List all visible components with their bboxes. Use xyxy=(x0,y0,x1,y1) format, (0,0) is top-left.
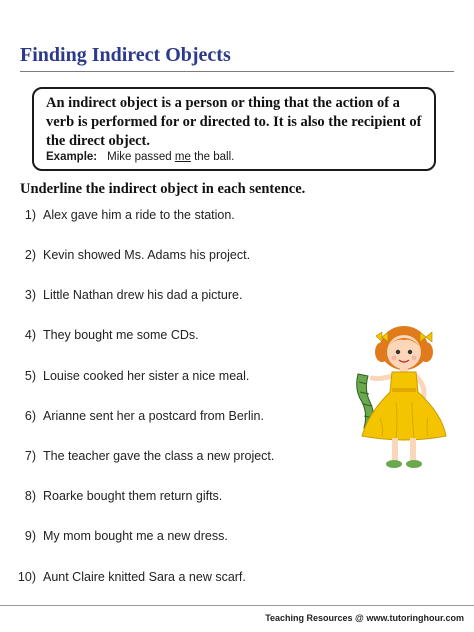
question-text[interactable]: The teacher gave the class a new project. xyxy=(43,449,275,463)
question-text[interactable]: Roarke bought them return gifts. xyxy=(43,489,223,503)
question-number: 6) xyxy=(24,409,36,423)
question-text[interactable]: Kevin showed Ms. Adams his project. xyxy=(43,248,251,262)
question-text[interactable]: Alex gave him a ride to the station. xyxy=(43,208,235,222)
example-text-before: Mike passed xyxy=(107,151,175,163)
footer-divider xyxy=(0,605,474,606)
question-text[interactable]: Little Nathan drew his dad a picture. xyxy=(43,288,243,302)
definition-box xyxy=(32,87,436,171)
example-text-after: the ball. xyxy=(190,151,235,163)
example-row xyxy=(46,151,234,163)
question-text[interactable]: My mom bought me a new dress. xyxy=(43,529,228,543)
question-number: 3) xyxy=(24,288,36,302)
definition-text: An indirect object is a person or thing that the action of a verb is performed for or directed to. It is also the recipient of the direct object. xyxy=(46,95,422,149)
question-number: 8) xyxy=(24,489,36,503)
question-text[interactable]: Louise cooked her sister a nice meal. xyxy=(43,369,250,383)
question-text[interactable]: Arianne sent her a postcard from Berlin. xyxy=(43,409,264,423)
question-number: 5) xyxy=(24,369,36,383)
question-number: 4) xyxy=(24,328,36,342)
question-number: 2) xyxy=(24,248,36,262)
question-number: 9) xyxy=(24,529,36,543)
question-text[interactable]: Aunt Claire knitted Sara a new scarf. xyxy=(43,570,246,584)
instruction-heading: Underline the indirect object in each sentence. xyxy=(20,181,306,197)
title-divider xyxy=(20,71,454,72)
page-title: Finding Indirect Objects xyxy=(20,44,231,66)
question-number: 10) xyxy=(17,570,36,584)
question-text[interactable]: They bought me some CDs. xyxy=(43,328,199,342)
question-number: 1) xyxy=(24,208,36,222)
example-label: Example: xyxy=(46,151,98,163)
question-number: 7) xyxy=(24,449,36,463)
example-indirect-object: me xyxy=(174,151,191,163)
footer-credit: Teaching Resources @ www.tutoringhour.com xyxy=(265,613,464,623)
girl-illustration xyxy=(352,318,452,478)
